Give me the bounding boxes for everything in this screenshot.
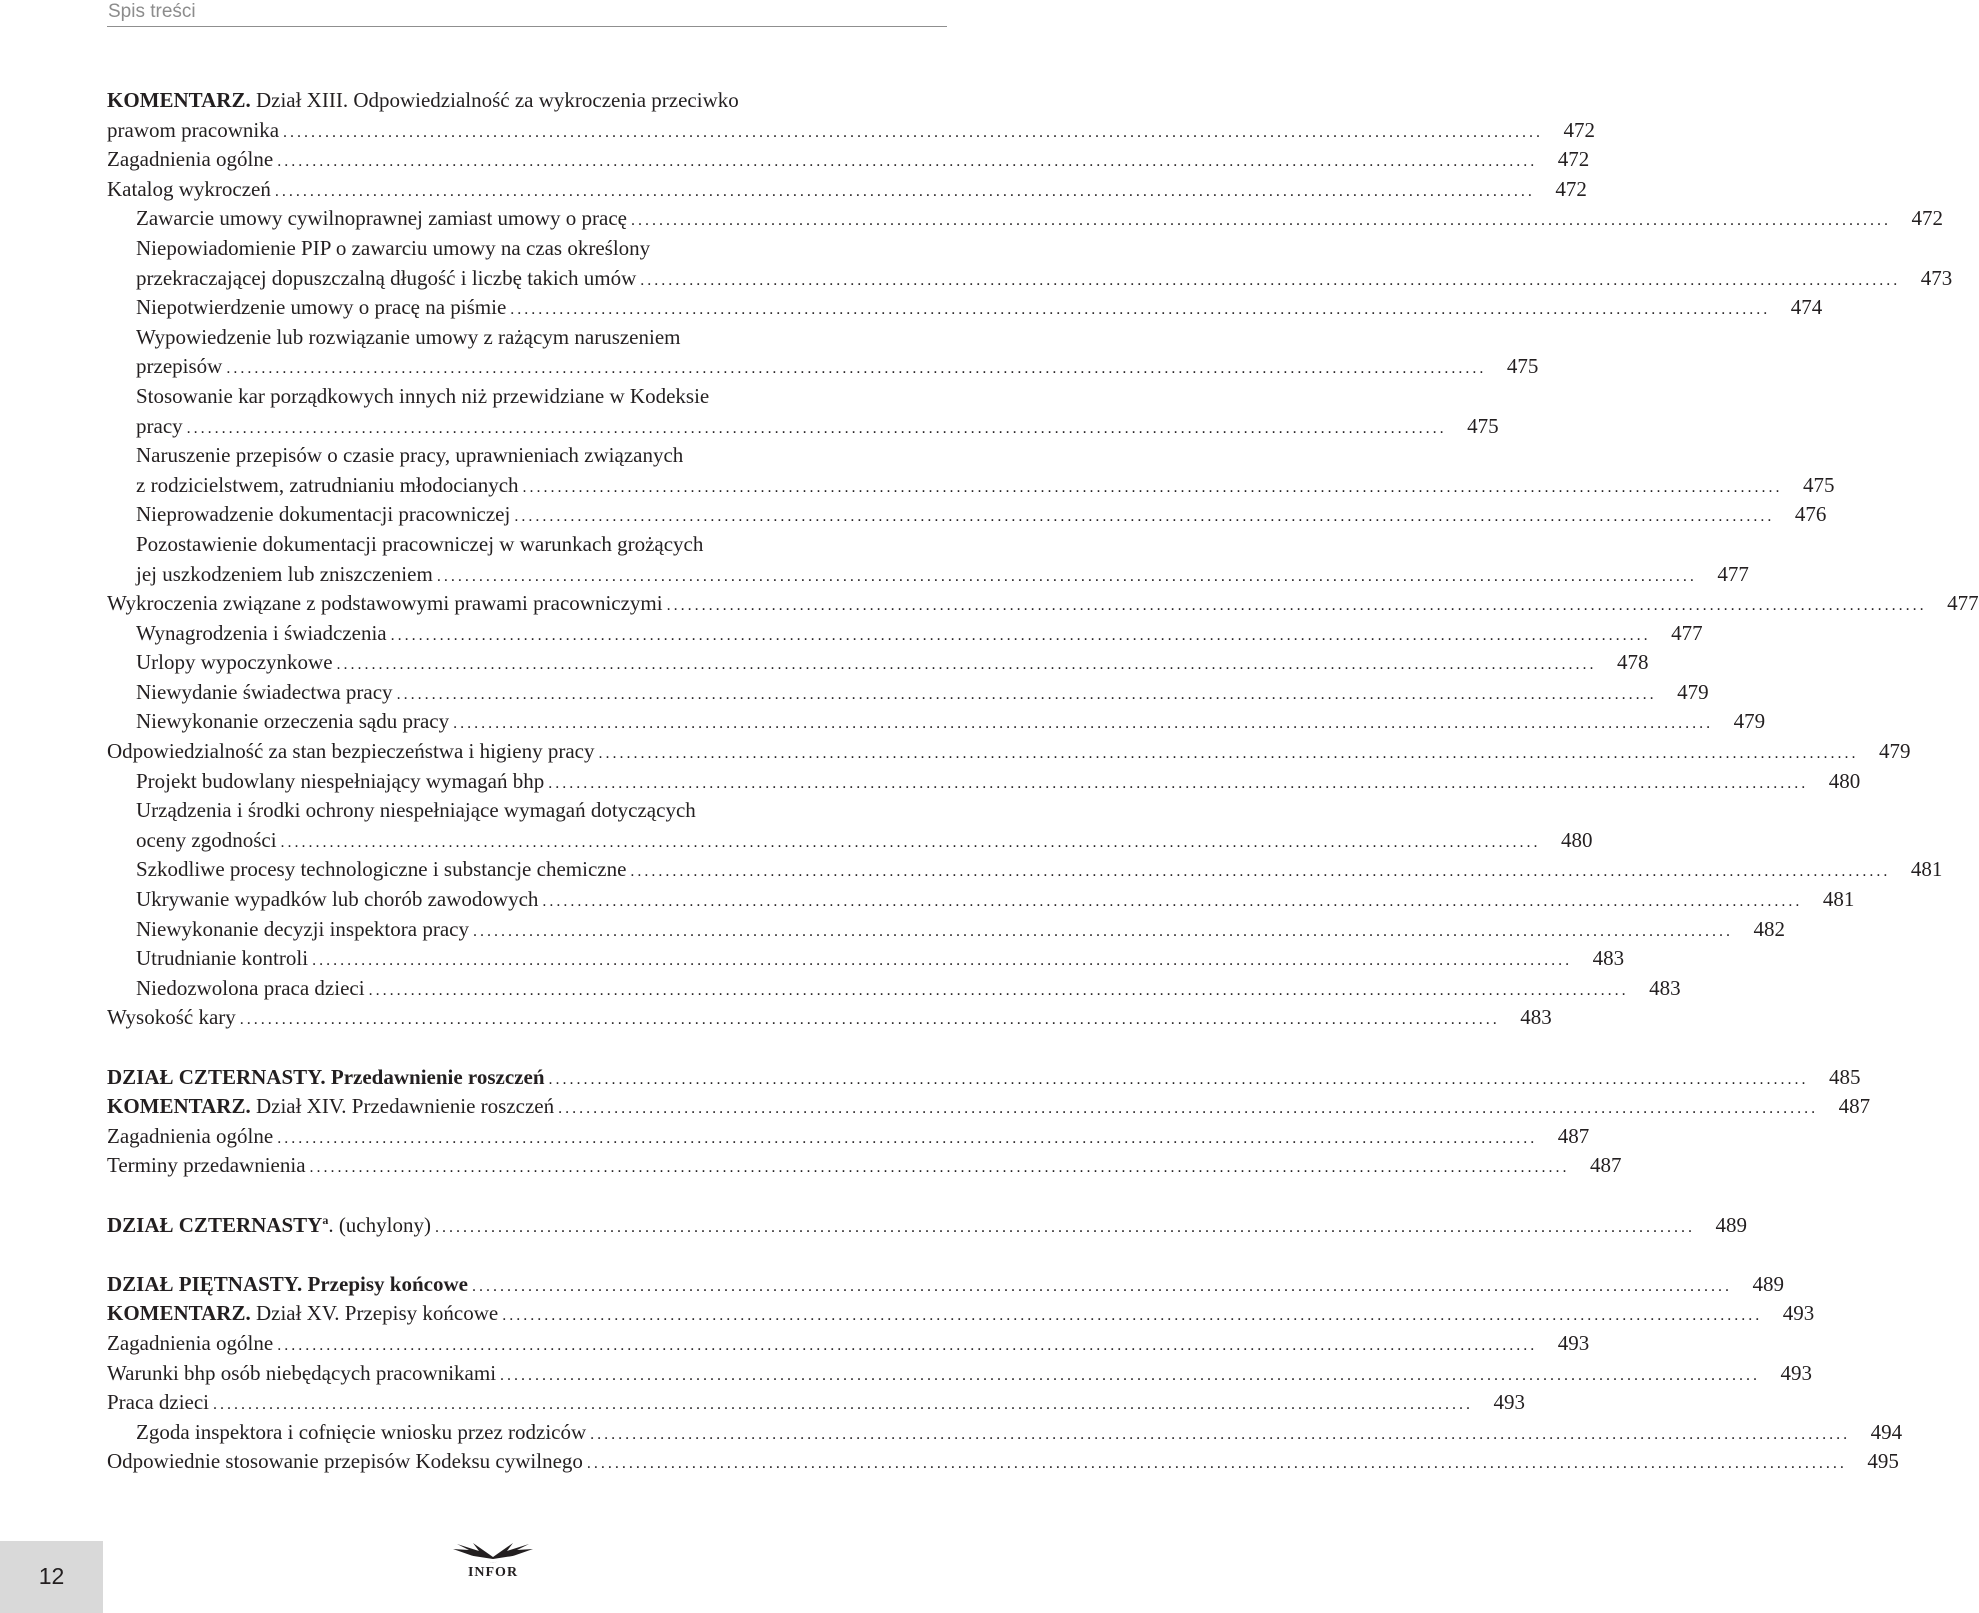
toc-entry bbox=[107, 560, 1749, 590]
dot-leader bbox=[630, 857, 1890, 887]
dot-leader bbox=[453, 709, 1713, 739]
toc-entry-text: Utrudnianie kontroli bbox=[136, 946, 309, 971]
toc-entry bbox=[107, 1388, 1526, 1418]
toc-entry bbox=[107, 1211, 1747, 1241]
toc-entry-text: Warunki bhp osób niebędących pracownikami bbox=[107, 1360, 497, 1385]
toc-page-number: 494 bbox=[1870, 1419, 1903, 1444]
page-number: 12 bbox=[38, 1563, 65, 1589]
toc-entry-title bbox=[136, 560, 433, 590]
dot-leader bbox=[277, 1331, 1537, 1361]
toc-entry bbox=[107, 412, 1499, 442]
toc-entry bbox=[107, 500, 1827, 530]
toc-entry-text: Wykroczenia związane z podstawowymi prawami pracowniczymi bbox=[107, 591, 663, 616]
toc-entry bbox=[107, 352, 1539, 382]
toc-entry bbox=[107, 737, 1911, 767]
toc-entry-text: Naruszenie przepisów o czasie pracy, uprawnieniach związanych bbox=[136, 443, 684, 468]
toc-entry-title bbox=[136, 707, 449, 737]
toc-page-number: 474 bbox=[1790, 295, 1823, 320]
toc-entry bbox=[107, 382, 945, 412]
toc-page-number: 493 bbox=[1557, 1330, 1590, 1355]
header-title: Spis treści bbox=[108, 1, 196, 22]
toc-entry-title bbox=[107, 1447, 583, 1477]
toc-page-number: 487 bbox=[1557, 1123, 1590, 1148]
dot-leader bbox=[473, 917, 1733, 947]
toc-page-number: 493 bbox=[1780, 1360, 1813, 1385]
toc-entry-title bbox=[107, 1151, 306, 1181]
toc-page-number: 479 bbox=[1878, 739, 1911, 764]
toc-entry-text-rest: Dział XIV. Przedawnienie roszczeń bbox=[250, 1094, 555, 1119]
toc-entry-text-rest: . (uchylony) bbox=[328, 1212, 431, 1237]
toc-entry-title bbox=[136, 885, 538, 915]
toc-page-number: 477 bbox=[1947, 591, 1979, 616]
toc-entry-title bbox=[107, 589, 663, 619]
toc-entry-text: Zawarcie umowy cywilnoprawnej zamiast umowy o pracę bbox=[136, 206, 627, 231]
toc-entry bbox=[107, 619, 1703, 649]
toc-entry-text: Wynagrodzenia i świadczenia bbox=[136, 620, 387, 645]
toc-entry bbox=[107, 648, 1649, 678]
toc-entry-text: Niewydanie świadectwa pracy bbox=[136, 679, 393, 704]
toc-entry-title bbox=[107, 1003, 236, 1033]
toc-entry bbox=[107, 234, 945, 264]
toc-entry bbox=[107, 855, 1943, 885]
toc-page-number: 479 bbox=[1677, 679, 1709, 704]
toc-entry-text: KOMENTARZ. bbox=[107, 88, 251, 112]
toc-entry-text: Ukrywanie wypadków lub chorób zawodowych bbox=[136, 887, 539, 912]
toc-page-number: 483 bbox=[1520, 1005, 1552, 1030]
table-of-contents bbox=[107, 86, 1979, 1477]
toc-entry-title bbox=[107, 1270, 468, 1300]
dot-leader bbox=[281, 828, 1541, 858]
toc-page-number: 475 bbox=[1467, 413, 1499, 438]
toc-page-number: 481 bbox=[1822, 887, 1855, 912]
toc-page-number: 483 bbox=[1649, 975, 1681, 1000]
toc-entry bbox=[107, 145, 1590, 175]
toc-entry-text: Wysokość kary bbox=[107, 1005, 236, 1030]
toc-entry bbox=[107, 323, 945, 353]
dot-leader bbox=[523, 473, 1783, 503]
toc-entry-text: Niepowiadomienie PIP o zawarciu umowy na czas określony bbox=[136, 235, 651, 260]
toc-page-number: 472 bbox=[1555, 176, 1587, 201]
toc-entry bbox=[107, 204, 1943, 234]
toc-entry bbox=[107, 944, 1625, 974]
toc-entry-text: pracy bbox=[136, 413, 183, 438]
toc-entry-title bbox=[136, 648, 333, 678]
toc-entry-title bbox=[136, 234, 650, 264]
dot-leader bbox=[587, 1449, 1847, 1479]
toc-entry-text: oceny zgodności bbox=[136, 827, 277, 852]
toc-entry-text: Terminy przedawnienia bbox=[107, 1153, 306, 1178]
toc-entry-title bbox=[107, 1359, 496, 1389]
toc-entry-text: Zagadnienia ogólne bbox=[107, 1330, 274, 1355]
toc-entry-text: KOMENTARZ. bbox=[107, 1094, 251, 1119]
dot-leader bbox=[558, 1094, 1818, 1124]
toc-entry bbox=[107, 826, 1593, 856]
toc-entry-title bbox=[107, 737, 594, 767]
toc-entry-title bbox=[136, 915, 469, 945]
toc-entry-title bbox=[136, 352, 222, 382]
toc-entry-title bbox=[136, 441, 683, 471]
toc-entry bbox=[107, 1418, 1903, 1448]
toc-entry bbox=[107, 471, 1835, 501]
toc-entry-title bbox=[107, 175, 271, 205]
toc-page-number: 479 bbox=[1733, 709, 1766, 734]
toc-entry-title bbox=[136, 855, 626, 885]
toc-entry bbox=[107, 589, 1979, 619]
toc-entry bbox=[107, 796, 945, 826]
toc-entry-text: Niedozwolona praca dzieci bbox=[136, 975, 365, 1000]
toc-entry-title bbox=[136, 530, 703, 560]
dot-leader bbox=[310, 1153, 1570, 1183]
toc-entry-title bbox=[136, 826, 277, 856]
dot-leader bbox=[435, 1213, 1695, 1243]
toc-entry-title bbox=[136, 293, 506, 323]
dot-leader bbox=[240, 1005, 1500, 1035]
toc-entry bbox=[107, 1270, 1784, 1300]
toc-page-number: 475 bbox=[1506, 354, 1539, 379]
toc-page-number: 489 bbox=[1752, 1271, 1784, 1296]
toc-entry-text: Szkodliwe procesy technologiczne i substancje chemiczne bbox=[136, 857, 627, 882]
toc-entry-text-rest: Dział XIII. Odpowiedzialność za wykroczenia przeciwko bbox=[250, 88, 739, 112]
toc-entry-text: Projekt budowlany niespełniający wymagań bhp bbox=[136, 768, 545, 793]
dot-leader bbox=[472, 1272, 1732, 1302]
toc-entry-text: Wypowiedzenie lub rozwiązanie umowy z rażącym naruszeniem bbox=[136, 324, 681, 349]
toc-entry bbox=[107, 441, 945, 471]
toc-entry bbox=[107, 1359, 1813, 1389]
toc-entry-title bbox=[136, 974, 365, 1004]
toc-entry bbox=[107, 1329, 1590, 1359]
toc-entry bbox=[107, 264, 1953, 294]
toc-entry-text: DZIAŁ PIĘTNASTY. Przepisy końcowe bbox=[107, 1271, 468, 1296]
page-number-box bbox=[0, 1541, 103, 1613]
toc-entry-title bbox=[136, 796, 696, 826]
toc-page-number: 472 bbox=[1563, 117, 1596, 142]
toc-entry-text: Stosowanie kar porządkowych innych niż przewidziane w Kodeksie bbox=[136, 383, 710, 408]
toc-page-number: 480 bbox=[1828, 768, 1861, 793]
toc-entry-title bbox=[136, 500, 510, 530]
toc-page-number: 473 bbox=[1920, 265, 1953, 290]
toc-page-number: 493 bbox=[1493, 1390, 1526, 1415]
dot-leader bbox=[514, 502, 1774, 532]
toc-entry-title bbox=[107, 86, 739, 116]
dot-leader bbox=[548, 769, 1808, 799]
toc-entry-text: jej uszkodzeniem lub zniszczeniem bbox=[136, 561, 433, 586]
toc-entry bbox=[107, 530, 945, 560]
toc-entry-text: Nieprowadzenie dokumentacji pracowniczej bbox=[136, 502, 511, 527]
toc-entry-text: Zgoda inspektora i cofnięcie wniosku przez rodziców bbox=[136, 1419, 587, 1444]
toc-entry bbox=[107, 116, 1596, 146]
toc-entry-title bbox=[136, 412, 183, 442]
toc-entry-title bbox=[136, 471, 519, 501]
toc-entry bbox=[107, 707, 1766, 737]
dot-leader bbox=[397, 680, 1657, 710]
dot-leader bbox=[549, 1065, 1809, 1095]
toc-page-number: 472 bbox=[1911, 206, 1943, 231]
toc-page-number: 487 bbox=[1838, 1094, 1871, 1119]
toc-page-number: 477 bbox=[1717, 561, 1749, 586]
dot-leader bbox=[631, 206, 1891, 236]
toc-entry bbox=[107, 1092, 1871, 1122]
toc-page-number: 483 bbox=[1592, 946, 1625, 971]
toc-entry-text: Zagadnienia ogólne bbox=[107, 147, 274, 172]
publisher-logo bbox=[449, 1541, 537, 1581]
toc-entry bbox=[107, 1122, 1590, 1152]
dot-leader bbox=[598, 739, 1858, 769]
dot-leader bbox=[337, 650, 1597, 680]
toc-entry-title bbox=[107, 1329, 273, 1359]
dot-leader bbox=[590, 1420, 1850, 1450]
toc-entry-title bbox=[136, 1418, 586, 1448]
toc-page-number: 476 bbox=[1794, 502, 1827, 527]
dot-leader bbox=[640, 266, 1900, 296]
dot-leader bbox=[213, 1390, 1473, 1420]
toc-entry-text: prawom pracownika bbox=[107, 117, 280, 142]
toc-entry-text-rest: Dział XV. Przepisy końcowe bbox=[250, 1301, 499, 1326]
dot-leader bbox=[542, 887, 1802, 917]
dot-leader bbox=[437, 562, 1697, 592]
toc-entry bbox=[107, 678, 1709, 708]
toc-entry bbox=[107, 1447, 1899, 1477]
toc-entry-text: Zagadnienia ogólne bbox=[107, 1123, 274, 1148]
dot-leader bbox=[369, 976, 1629, 1006]
toc-entry-title bbox=[136, 264, 636, 294]
toc-entry bbox=[107, 974, 1681, 1004]
toc-page-number: 495 bbox=[1867, 1449, 1899, 1474]
dot-leader bbox=[277, 147, 1537, 177]
toc-entry-text: Odpowiedzialność za stan bezpieczeństwa i higieny pracy bbox=[107, 739, 595, 764]
toc-entry-text: Niepotwierdzenie umowy o pracę na piśmie bbox=[136, 295, 507, 320]
toc-entry-title bbox=[136, 678, 393, 708]
toc-entry-text: Katalog wykroczeń bbox=[107, 176, 271, 201]
toc-page-number: 472 bbox=[1557, 147, 1590, 172]
toc-page-number: 481 bbox=[1910, 857, 1943, 882]
toc-entry-text: Urządzenia i środki ochrony niespełniające wymagań dotyczących bbox=[136, 798, 696, 823]
toc-entry-title bbox=[136, 204, 627, 234]
toc-entry bbox=[107, 1299, 1815, 1329]
toc-entry-title bbox=[136, 382, 709, 412]
toc-entry bbox=[107, 1063, 1861, 1093]
toc-entry bbox=[107, 1003, 1552, 1033]
dot-leader bbox=[667, 591, 1927, 621]
toc-entry-text: Niewykonanie orzeczenia sądu pracy bbox=[136, 709, 450, 734]
toc-page-number: 493 bbox=[1782, 1301, 1815, 1326]
toc-entry bbox=[107, 885, 1855, 915]
toc-entry-title bbox=[107, 1092, 554, 1122]
toc-page-number: 475 bbox=[1803, 472, 1835, 497]
dot-leader bbox=[226, 354, 1486, 384]
toc-entry bbox=[107, 915, 1785, 945]
toc-entry-text: przekraczającej dopuszczalną długość i liczbę takich umów bbox=[136, 265, 637, 290]
toc-entry-title bbox=[107, 145, 273, 175]
toc-page-number: 478 bbox=[1617, 650, 1649, 675]
toc-entry-title bbox=[136, 767, 544, 797]
toc-entry-text: DZIAŁ CZTERNASTY. Przedawnienie roszczeń bbox=[107, 1064, 545, 1089]
dot-leader bbox=[502, 1301, 1762, 1331]
dot-leader bbox=[391, 621, 1651, 651]
toc-entry-title bbox=[107, 1063, 545, 1093]
toc-page-number: 477 bbox=[1671, 620, 1703, 645]
toc-entry-text: z rodzicielstwem, zatrudnianiu młodocianych bbox=[136, 472, 519, 497]
toc-entry-title bbox=[136, 619, 387, 649]
toc-entry-title bbox=[107, 1299, 498, 1329]
dot-leader bbox=[283, 118, 1543, 148]
toc-entry-text: Odpowiednie stosowanie przepisów Kodeksu cywilnego bbox=[107, 1449, 583, 1474]
toc-entry-title bbox=[107, 116, 279, 146]
toc-page-number: 482 bbox=[1753, 916, 1785, 941]
toc-entry bbox=[107, 1151, 1622, 1181]
toc-entry-text: Niewykonanie decyzji inspektora pracy bbox=[136, 916, 469, 941]
dot-leader bbox=[500, 1361, 1760, 1391]
toc-entry-text: KOMENTARZ. bbox=[107, 1301, 251, 1326]
toc-entry-text: Urlopy wypoczynkowe bbox=[136, 650, 333, 675]
dot-leader bbox=[510, 295, 1770, 325]
toc-page-number: 487 bbox=[1590, 1153, 1622, 1178]
dot-leader bbox=[275, 177, 1535, 207]
dot-leader bbox=[277, 1124, 1537, 1154]
toc-entry-superscript: a bbox=[322, 1212, 329, 1227]
toc-entry-title bbox=[107, 1211, 431, 1241]
running-header bbox=[107, 0, 947, 27]
toc-page-number: 485 bbox=[1829, 1064, 1861, 1089]
logo-text: INFOR bbox=[467, 1565, 519, 1580]
toc-page-number: 480 bbox=[1561, 827, 1593, 852]
toc-entry-title bbox=[107, 1388, 209, 1418]
toc-entry-title bbox=[136, 323, 681, 353]
dot-leader bbox=[312, 946, 1572, 976]
toc-entry bbox=[107, 175, 1587, 205]
toc-entry-text: Praca dzieci bbox=[107, 1390, 210, 1415]
toc-entry-title bbox=[107, 1122, 273, 1152]
toc-entry-text: Pozostawienie dokumentacji pracowniczej w warunkach grożących bbox=[136, 531, 704, 556]
toc-entry bbox=[107, 293, 1823, 323]
toc-entry-title bbox=[136, 944, 308, 974]
toc-entry-text: przepisów bbox=[136, 354, 223, 379]
toc-entry-text: DZIAŁ CZTERNASTY bbox=[107, 1212, 323, 1237]
toc-page-number: 489 bbox=[1715, 1212, 1747, 1237]
toc-entry bbox=[107, 767, 1861, 797]
toc-entry bbox=[107, 86, 945, 116]
dot-leader bbox=[187, 414, 1447, 444]
